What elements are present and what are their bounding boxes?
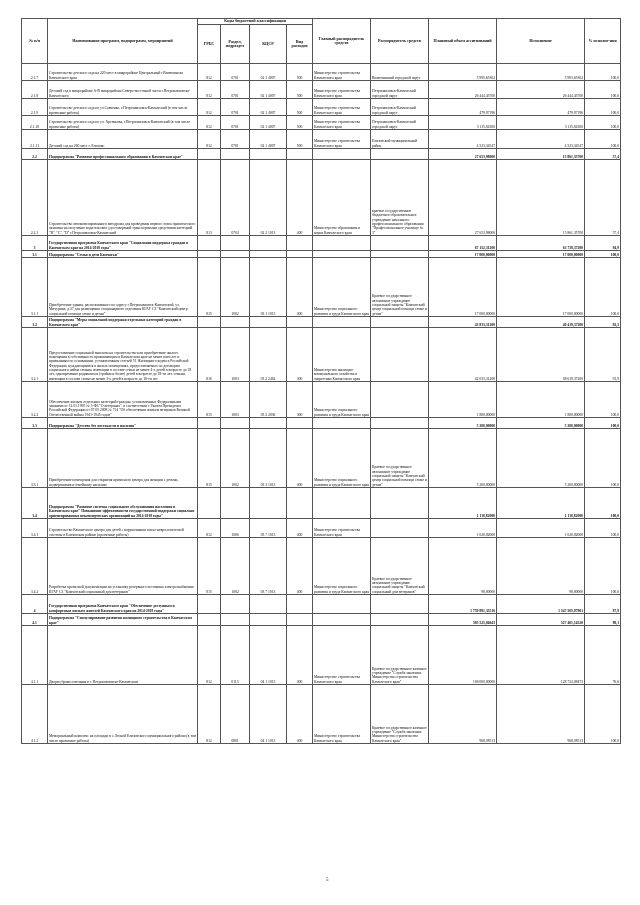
capital-investments-table bbox=[21, 18, 621, 744]
row-name: Подпрограмма "Стимулирование развития жилищного строительства в Камчатском крае" bbox=[48, 614, 198, 626]
header-main-manager: Главный распорядитель средств bbox=[313, 19, 371, 64]
row-num: 4.1 bbox=[22, 614, 48, 626]
row-pct: 91,9 bbox=[585, 328, 621, 382]
row-exec: 527 401,14520 bbox=[497, 614, 585, 626]
row-main-manager: Министерство социального развития и труда Камчатского края bbox=[313, 382, 371, 418]
row-vr: 500 bbox=[287, 81, 313, 99]
row-exec: 4 523,34547 bbox=[497, 130, 585, 149]
row-num: 2.1.10 bbox=[22, 116, 48, 130]
table-row bbox=[22, 149, 621, 160]
row-rzpr bbox=[221, 418, 250, 429]
row-grbs: 812 bbox=[198, 519, 221, 538]
table-row bbox=[22, 317, 621, 328]
row-exec: 1 020,82000 bbox=[497, 519, 585, 538]
header-rzpr: Раздел, подраздел bbox=[221, 25, 250, 64]
row-kcsr bbox=[250, 595, 287, 614]
row-num: 3.3 bbox=[22, 418, 48, 429]
row-name: Детский сад в микрорайоне А-В микрорайона Северо-восточной части г.Петропавловска-Камчатского bbox=[48, 81, 198, 99]
row-exec: 38 619,37200 bbox=[497, 328, 585, 382]
table-row bbox=[22, 328, 621, 382]
row-volume: 43 833,31200 bbox=[429, 317, 497, 328]
row-vr: 400 bbox=[287, 626, 313, 685]
row-manager: краевое государственное бюджетное образовательное учреждение начального профессионального образования "Профессиональное училище № 3" bbox=[371, 160, 429, 236]
row-grbs bbox=[198, 418, 221, 429]
row-name: Детский сад на 260 мест г. Елизово bbox=[48, 130, 198, 149]
row-rzpr: 1006 bbox=[221, 519, 250, 538]
row-name: Разработка проектной документации на установку резервного источника электроснабжения КГАУ СЗ "Камчатский социальный дом ветеранов" bbox=[48, 538, 198, 595]
row-name: Подпрограмма "Развитие системы социального обслуживания населения в Камчатском крае" Повышение эффективности государственной поддержки социально ориентированных некоммерческих организаций на 2014-2018 годы" bbox=[48, 488, 198, 519]
row-manager bbox=[371, 317, 429, 328]
row-volume: 27 653,98000 bbox=[429, 160, 497, 236]
row-volume: 17 000,00000 bbox=[429, 251, 497, 258]
row-kcsr bbox=[250, 251, 287, 258]
table-row bbox=[22, 538, 621, 595]
row-rzpr bbox=[221, 236, 250, 251]
row-kcsr: 03 7 1013 bbox=[250, 538, 287, 595]
row-main-manager bbox=[313, 418, 371, 429]
row-name: Подпрограмма "Развитие профессионального образования в Камчатском крае" bbox=[48, 149, 198, 160]
row-pct: 92,2 bbox=[585, 317, 621, 328]
row-volume: 27 653,98000 bbox=[429, 149, 497, 160]
row-grbs bbox=[198, 317, 221, 328]
row-volume: 17 000,00000 bbox=[429, 258, 497, 317]
row-main-manager bbox=[313, 488, 371, 519]
row-main-manager: Министерство социального развития и труда Камчатского края bbox=[313, 538, 371, 595]
row-exec: 17 000,00000 bbox=[497, 258, 585, 317]
row-rzpr: 0701 bbox=[221, 81, 250, 99]
row-kcsr: 03 2 2462 bbox=[250, 328, 287, 382]
row-num: 3.1.1 bbox=[22, 258, 48, 317]
row-exec: 5 993,65302 bbox=[497, 64, 585, 81]
row-grbs bbox=[198, 149, 221, 160]
row-exec: 1 547 505,07901 bbox=[497, 595, 585, 614]
row-num: 2.1.8 bbox=[22, 81, 48, 99]
row-exec: 40 419,37200 bbox=[497, 317, 585, 328]
header-exec: Исполнение bbox=[497, 19, 585, 64]
table-body bbox=[22, 64, 621, 744]
row-volume: 5 200,00000 bbox=[429, 429, 497, 488]
row-kcsr bbox=[250, 614, 287, 626]
row-grbs: 812 bbox=[198, 626, 221, 685]
row-manager bbox=[371, 614, 429, 626]
row-name: Строительство Камчатского центра для детей с нарушениями психо-неврологической системы в Елизовском районе (проектные работы) bbox=[48, 519, 198, 538]
row-rzpr bbox=[221, 614, 250, 626]
row-name: Обеспечение жильем отдельных категорий граждан, установленных Федеральными законами от 12.01.1995 № 5-ФЗ "О ветеранах", в соответствии с Указом Президента Российской Федерации от 07.05.2008 № 714 "Об обеспечении жильем ветеранов Великой Отечественной войны 1941-1945 годов" bbox=[48, 382, 198, 418]
row-vr: 300 bbox=[287, 328, 313, 382]
row-grbs: 813 bbox=[198, 160, 221, 236]
row-pct: 100,0 bbox=[585, 99, 621, 116]
row-vr: 500 bbox=[287, 64, 313, 81]
row-kcsr: 02 1 4007 bbox=[250, 130, 287, 149]
row-num: 2.1.7 bbox=[22, 64, 48, 81]
row-num: 4.1.1 bbox=[22, 626, 48, 685]
row-grbs: 815 bbox=[198, 538, 221, 595]
row-kcsr: 02 2 1013 bbox=[250, 160, 287, 236]
row-main-manager: Министерство строительства Камчатского края bbox=[313, 626, 371, 685]
row-exec: 1 118,82000 bbox=[497, 488, 585, 519]
row-kcsr bbox=[250, 149, 287, 160]
row-rzpr: 1003 bbox=[221, 328, 250, 382]
row-rzpr: 0701 bbox=[221, 99, 250, 116]
row-vr bbox=[287, 251, 313, 258]
table-row bbox=[22, 685, 621, 744]
row-manager bbox=[371, 328, 429, 382]
row-name: Подпрограмма "Детство без жестокости и насилия" bbox=[48, 418, 198, 429]
row-rzpr: 0701 bbox=[221, 130, 250, 149]
row-name: Дворец бракосочетания в г. Петропавловске-Камчатском bbox=[48, 626, 198, 685]
row-manager: Краевое государственное автономное учреждение социальной защиты "Камчатский центр социальной помощи семье и детям" bbox=[371, 258, 429, 317]
row-rzpr bbox=[221, 317, 250, 328]
row-grbs: 812 bbox=[198, 99, 221, 116]
table-row bbox=[22, 130, 621, 149]
table-row bbox=[22, 258, 621, 317]
row-manager: Елизовский муниципальный район bbox=[371, 130, 429, 149]
row-grbs: 815 bbox=[198, 258, 221, 317]
row-name: Государственная программа Камчатского края "Социальная поддержка граждан в Камчатском крае на 2014-2018 годы" bbox=[48, 236, 198, 251]
row-manager: Петропавловск-Камчатский городской округ bbox=[371, 99, 429, 116]
row-exec: 63 738,37200 bbox=[497, 236, 585, 251]
table-row bbox=[22, 160, 621, 236]
row-vr: 400 bbox=[287, 160, 313, 236]
row-main-manager bbox=[313, 614, 371, 626]
row-name: Предоставление социальной выплаты на строительство или приобретение жилого помещения в собственность проживающим в Камчатском крае не менее пяти лет и признанным по основаниям, установленным статьей 51 Жилищного кодекса Российской Федерации, нуждающимися в жилых помещениях, предоставляемых по договорам социального найма семьям, имеющим в составе семьи не менее 4-х детей в возрасте до 18 лет, одновременно родившихся (тройни и более) детей в возрасте до 18-ти лет, семьям, имеющим в составе семьи не менее 3-х детей в возрасте до 18-ти лет bbox=[48, 328, 198, 382]
row-pct: 100,0 bbox=[585, 429, 621, 488]
row-pct: 94,9 bbox=[585, 236, 621, 251]
row-vr bbox=[287, 149, 313, 160]
row-manager bbox=[371, 488, 429, 519]
row-rzpr: 1002 bbox=[221, 429, 250, 488]
row-name: Подпрограмма "Меры социальной поддержки отдельных категорий граждан в Камчатском крае" bbox=[48, 317, 198, 328]
header-name: Наименование программ, подпрограмм, мероприятий bbox=[48, 19, 198, 64]
row-volume: 98,00000 bbox=[429, 538, 497, 595]
row-num: 3.2.2 bbox=[22, 382, 48, 418]
row-main-manager: Министерство социального развития и труда Камчатского края bbox=[313, 429, 371, 488]
row-vr bbox=[287, 614, 313, 626]
row-grbs: 812 bbox=[198, 64, 221, 81]
row-grbs: 815 bbox=[198, 382, 221, 418]
table-row bbox=[22, 116, 621, 130]
row-volume: 1 020,82000 bbox=[429, 519, 497, 538]
row-kcsr: 03 2 2036 bbox=[250, 382, 287, 418]
row-pct: 90,1 bbox=[585, 614, 621, 626]
row-manager: Петропавловск-Камчатский городской округ bbox=[371, 116, 429, 130]
row-pct: 76,6 bbox=[585, 626, 621, 685]
table-row bbox=[22, 382, 621, 418]
row-kcsr: 03 1 1013 bbox=[250, 258, 287, 317]
row-manager: Краевое государственное казенное учреждение "Служба заказчика Министерства строительства Камчатского края" bbox=[371, 685, 429, 744]
row-grbs: 816 bbox=[198, 328, 221, 382]
row-main-manager bbox=[313, 595, 371, 614]
row-grbs: 812 bbox=[198, 81, 221, 99]
table-row bbox=[22, 64, 621, 81]
row-kcsr bbox=[250, 236, 287, 251]
row-rzpr bbox=[221, 488, 250, 519]
row-pct: 100,0 bbox=[585, 116, 621, 130]
row-grbs: 812 bbox=[198, 130, 221, 149]
row-volume: 968,58513 bbox=[429, 685, 497, 744]
row-vr: 400 bbox=[287, 538, 313, 595]
row-name: Мемориальный комплекс на площади в с.Лесной Елизовского муниципального района (в том числе проектные работы) bbox=[48, 685, 198, 744]
row-num: 3 bbox=[22, 236, 48, 251]
row-main-manager: Министерство строительства Камчатского края bbox=[313, 685, 371, 744]
row-rzpr: 1003 bbox=[221, 382, 250, 418]
row-manager: Краевое государственное казенное учреждение "Служба заказчика Министерства строительства Камчатского края" bbox=[371, 626, 429, 685]
row-num: 4 bbox=[22, 595, 48, 614]
row-kcsr: 04 1 1013 bbox=[250, 626, 287, 685]
row-num: 2.1.11 bbox=[22, 130, 48, 149]
row-kcsr bbox=[250, 488, 287, 519]
row-volume: 42 033,31200 bbox=[429, 328, 497, 382]
row-exec: 15 861,35700 bbox=[497, 160, 585, 236]
row-pct: 100,0 bbox=[585, 258, 621, 317]
row-kcsr: 03 7 1013 bbox=[250, 519, 287, 538]
row-pct: 57,4 bbox=[585, 149, 621, 160]
row-exec: 17 000,00000 bbox=[497, 251, 585, 258]
row-exec: 5 200,00000 bbox=[497, 429, 585, 488]
row-pct: 100,0 bbox=[585, 418, 621, 429]
report-sheet bbox=[21, 18, 620, 744]
header-vr: Вид расходов bbox=[287, 25, 313, 64]
row-exec: 479,97196 bbox=[497, 99, 585, 116]
row-pct: 87,9 bbox=[585, 595, 621, 614]
row-pct: 100,0 bbox=[585, 81, 621, 99]
row-num: 2.1.9 bbox=[22, 99, 48, 116]
row-rzpr: 0701 bbox=[221, 116, 250, 130]
row-vr bbox=[287, 595, 313, 614]
row-vr: 500 bbox=[287, 130, 313, 149]
row-kcsr: 03 3 1013 bbox=[250, 429, 287, 488]
row-grbs bbox=[198, 251, 221, 258]
row-kcsr: 04 1 1013 bbox=[250, 685, 287, 744]
row-main-manager: Министерство строительства Камчатского края bbox=[313, 116, 371, 130]
row-pct: 100,0 bbox=[585, 251, 621, 258]
row-rzpr bbox=[221, 595, 250, 614]
row-main-manager: Министерство строительства Камчатского края bbox=[313, 64, 371, 81]
row-num: 3.3.1 bbox=[22, 429, 48, 488]
row-vr bbox=[287, 236, 313, 251]
row-kcsr: 02 1 4007 bbox=[250, 81, 287, 99]
row-rzpr: 1002 bbox=[221, 538, 250, 595]
row-vr: 400 bbox=[287, 519, 313, 538]
row-exec: 968,58513 bbox=[497, 685, 585, 744]
row-vr: 400 bbox=[287, 685, 313, 744]
row-rzpr: 0701 bbox=[221, 64, 250, 81]
row-num: 3.1 bbox=[22, 251, 48, 258]
table-row bbox=[22, 81, 621, 99]
header-codes-group: Коды бюджетной классификации bbox=[198, 19, 313, 25]
row-exec: 128 724,08473 bbox=[497, 626, 585, 685]
row-volume: 585 525,84643 bbox=[429, 614, 497, 626]
row-grbs bbox=[198, 614, 221, 626]
row-name: Строительство детского сада по ул. Арсеньева, г.Петропавловск-Камчатский (в том числе проектные работы) bbox=[48, 116, 198, 130]
table-row bbox=[22, 614, 621, 626]
row-main-manager: Министерство социального развития и труда Камчатского края bbox=[313, 258, 371, 317]
row-manager bbox=[371, 382, 429, 418]
row-exec: 98,00000 bbox=[497, 538, 585, 595]
row-volume: 1 118,82000 bbox=[429, 488, 497, 519]
table-row bbox=[22, 236, 621, 251]
row-volume: 5 200,00000 bbox=[429, 418, 497, 429]
row-grbs bbox=[198, 595, 221, 614]
row-main-manager: Министерство образования и науки Камчатского края bbox=[313, 160, 371, 236]
row-rzpr bbox=[221, 149, 250, 160]
row-name: Приобретение помещения для открытия кризисного центра для женщин с детьми, подвергшимися семейному насилию bbox=[48, 429, 198, 488]
row-volume: 67 152,31200 bbox=[429, 236, 497, 251]
row-pct: 100,0 bbox=[585, 519, 621, 538]
row-pct: 57,4 bbox=[585, 160, 621, 236]
row-pct: 100,0 bbox=[585, 685, 621, 744]
row-main-manager: Министерство строительства Камчатского края bbox=[313, 99, 371, 116]
row-vr: 500 bbox=[287, 99, 313, 116]
row-grbs: 812 bbox=[198, 685, 221, 744]
row-rzpr: 0801 bbox=[221, 685, 250, 744]
row-vr bbox=[287, 317, 313, 328]
row-manager bbox=[371, 595, 429, 614]
row-grbs: 815 bbox=[198, 429, 221, 488]
row-exec: 26 444,45700 bbox=[497, 81, 585, 99]
row-exec: 5 200,00000 bbox=[497, 418, 585, 429]
row-rzpr: 0704 bbox=[221, 160, 250, 236]
row-manager: Вилючинский городской округ bbox=[371, 64, 429, 81]
row-exec: 3 115,84300 bbox=[497, 116, 585, 130]
row-main-manager bbox=[313, 317, 371, 328]
row-exec: 1 800,00000 bbox=[497, 382, 585, 418]
row-manager bbox=[371, 236, 429, 251]
row-volume: 5 995,65302 bbox=[429, 64, 497, 81]
row-name: Строительство автоматизированного автодрома для проведения первого этапа практического экзамена на получение водительских удостоверений транспортными средствами категорий "В", "С", "D" г.Петропавловск-Камчатский bbox=[48, 160, 198, 236]
row-main-manager: Министерство жилищно-коммунального хозяйства и энергетики Камчатского края bbox=[313, 328, 371, 382]
row-rzpr: 1002 bbox=[221, 258, 250, 317]
row-manager: Краевое государственное автономное учреждение социальной защиты "Камчатский центр социальной помощи семье и детям" bbox=[371, 429, 429, 488]
row-pct: 100,0 bbox=[585, 64, 621, 81]
row-grbs: 812 bbox=[198, 116, 221, 130]
row-exec: 15 861,35700 bbox=[497, 149, 585, 160]
row-vr: 400 bbox=[287, 258, 313, 317]
row-main-manager: Министерство строительства Камчатского края bbox=[313, 519, 371, 538]
table-row bbox=[22, 429, 621, 488]
row-pct: 100,0 bbox=[585, 382, 621, 418]
row-num: 3.4.2 bbox=[22, 538, 48, 595]
row-volume: 3 115,84300 bbox=[429, 116, 497, 130]
header-pct: % исполне-ния bbox=[585, 19, 621, 64]
table-row bbox=[22, 595, 621, 614]
row-vr bbox=[287, 488, 313, 519]
row-num: 3.4 bbox=[22, 488, 48, 519]
table-row bbox=[22, 418, 621, 429]
row-manager bbox=[371, 149, 429, 160]
row-name: Строительство детского сада по ул.Савченко, г.Петропавловск-Камчатский (в том числе проектные работы) bbox=[48, 99, 198, 116]
row-volume: 4 523,34547 bbox=[429, 130, 497, 149]
row-grbs bbox=[198, 236, 221, 251]
row-volume: 479,97196 bbox=[429, 99, 497, 116]
row-pct: 100,0 bbox=[585, 538, 621, 595]
row-vr: 300 bbox=[287, 382, 313, 418]
page-number: 5 bbox=[326, 878, 329, 883]
row-name: Подпрограмма "Семья и дети Камчатки" bbox=[48, 251, 198, 258]
table-row bbox=[22, 488, 621, 519]
row-manager bbox=[371, 418, 429, 429]
table-row bbox=[22, 519, 621, 538]
row-kcsr: 02 1 4007 bbox=[250, 99, 287, 116]
row-manager bbox=[371, 519, 429, 538]
table-row bbox=[22, 251, 621, 258]
row-rzpr bbox=[221, 251, 250, 258]
row-main-manager bbox=[313, 251, 371, 258]
row-grbs bbox=[198, 488, 221, 519]
row-kcsr: 02 1 4007 bbox=[250, 64, 287, 81]
row-num: 3.2 bbox=[22, 317, 48, 328]
row-vr: 400 bbox=[287, 429, 313, 488]
row-kcsr bbox=[250, 418, 287, 429]
table-row bbox=[22, 626, 621, 685]
row-manager bbox=[371, 251, 429, 258]
header-kcsr: КЦСР bbox=[250, 25, 287, 64]
row-num: 4.1.2 bbox=[22, 685, 48, 744]
header-volume: Плановый объем ассигнований bbox=[429, 19, 497, 64]
row-vr: 500 bbox=[287, 116, 313, 130]
row-volume: 1 800,00000 bbox=[429, 382, 497, 418]
row-volume: 168 000,00000 bbox=[429, 626, 497, 685]
row-main-manager bbox=[313, 236, 371, 251]
row-main-manager: Министерство строительства Камчатского края bbox=[313, 81, 371, 99]
row-main-manager bbox=[313, 149, 371, 160]
row-volume: 26 444,45700 bbox=[429, 81, 497, 99]
header-grbs: ГРБС bbox=[198, 25, 221, 64]
row-num: 3.2.1 bbox=[22, 328, 48, 382]
row-manager: Петропавловск-Камчатский городской округ bbox=[371, 81, 429, 99]
row-name: Приобретение здания, расположенного по адресу г.Петропавловск-Камчатский, ул. Мичурина, д.37 для размещения стационарного отделения КГАУ СЗ "Камчатский центр социальной помощи семье и детям" bbox=[48, 258, 198, 317]
row-num: 3.4.1 bbox=[22, 519, 48, 538]
row-num: 2.2 bbox=[22, 149, 48, 160]
header-num: № п/п bbox=[22, 19, 48, 64]
row-rzpr: 0113 bbox=[221, 626, 250, 685]
row-volume: 1 759 891,35516 bbox=[429, 595, 497, 614]
row-kcsr bbox=[250, 317, 287, 328]
table-row bbox=[22, 99, 621, 116]
row-name: Строительство детского сада на 220 мест в микрорайоне Центральный г.Вилючинска Камчатского края bbox=[48, 64, 198, 81]
row-vr bbox=[287, 418, 313, 429]
row-pct: 100,0 bbox=[585, 130, 621, 149]
header-manager: Распорядитель средств bbox=[371, 19, 429, 64]
row-pct: 100,0 bbox=[585, 488, 621, 519]
row-num: 2.2.1 bbox=[22, 160, 48, 236]
row-kcsr: 02 1 4007 bbox=[250, 116, 287, 130]
row-manager: Краевое государственное автономное учреждение социальной защиты "Камчатский социальный дом ветеранов" bbox=[371, 538, 429, 595]
row-main-manager: Министерство строительства Камчатского края bbox=[313, 130, 371, 149]
row-name: Государственная программа Камчатского края "Обеспечение доступным и комфортным жильем жителей Камчатского края на 2014-2018 годы" bbox=[48, 595, 198, 614]
